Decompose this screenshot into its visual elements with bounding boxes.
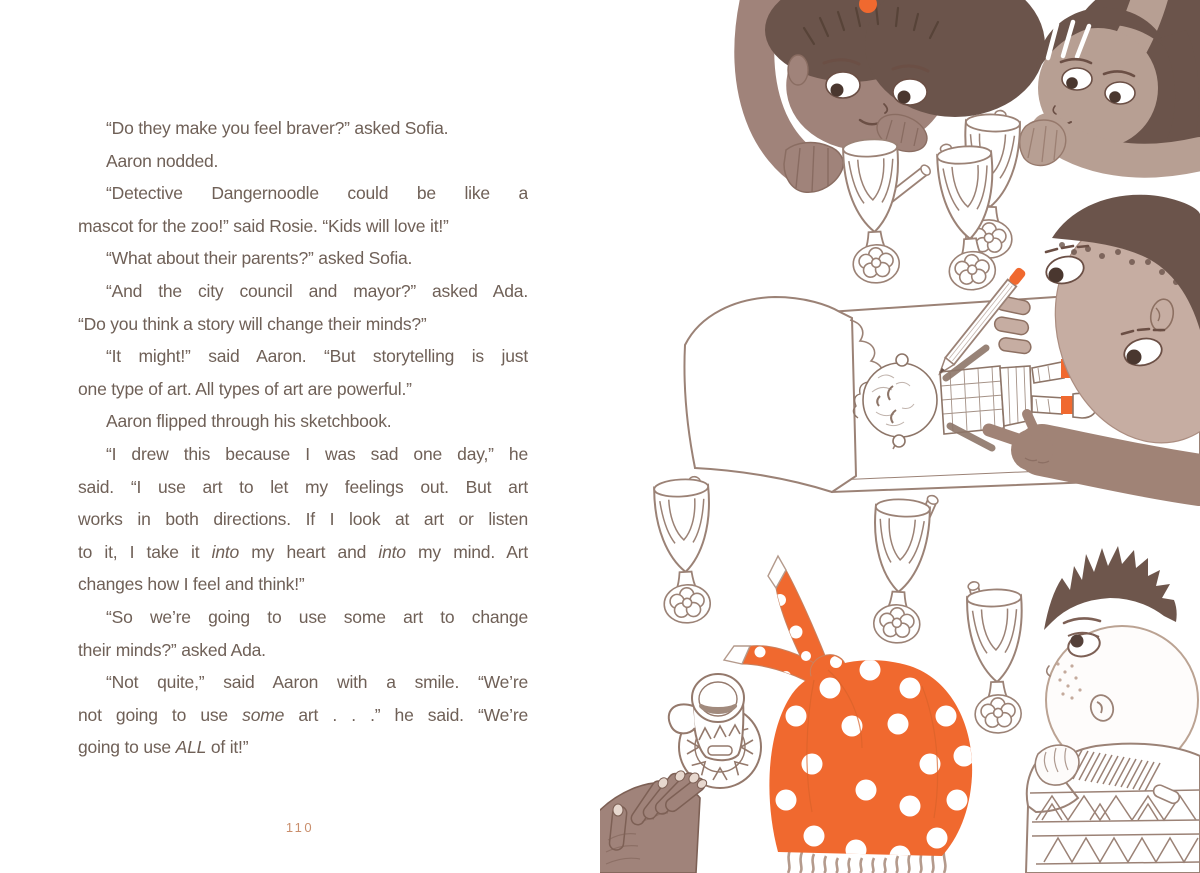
- illustration: [600, 0, 1200, 873]
- boy-figure: [1026, 546, 1200, 873]
- flipping-page: [684, 297, 856, 492]
- milkshake-glass-right: [967, 581, 1026, 734]
- story-line: changes how I feel and think!”: [78, 574, 305, 595]
- scarf-dome: [769, 660, 972, 856]
- story-line: “Do they make you feel braver?” asked Sofia.: [106, 118, 449, 138]
- story-line: one type of art. All types of art are powerful.”: [78, 378, 412, 399]
- story-line: their minds?” asked Ada.: [78, 639, 266, 660]
- story-line: going to use ALL of it!”: [78, 737, 249, 758]
- story-line: to it, I take it into my heart and into my mind. Art: [78, 541, 528, 562]
- sofia-figure: [1020, 0, 1200, 166]
- story-line: “Not quite,” said Aaron with a smile. “We’re: [106, 672, 528, 693]
- aaron-pointing-arm: [1042, 450, 1200, 480]
- story-text: [78, 112, 528, 764]
- story-line: “It might!” said Aaron. “But storytelling is just: [106, 346, 528, 367]
- milkshake-glass: [869, 498, 931, 644]
- ada-ear: [788, 55, 808, 85]
- story-line: “And the city council and mayor?” asked Ada.: [106, 280, 528, 301]
- milkshake-glass: [967, 589, 1026, 734]
- story-line: Aaron nodded.: [106, 150, 219, 171]
- story-line: works in both directions. If I look at art or listen: [78, 509, 528, 530]
- story-line: Aaron flipped through his sketchbook.: [106, 411, 392, 432]
- milkshake-glass: [843, 138, 905, 284]
- story-line: mascot for the zoo!” said Rosie. “Kids will love it!”: [78, 215, 449, 236]
- sketch-orange-sock: [1061, 396, 1073, 414]
- story-line: said. “I use art to let my feelings out. But art: [78, 476, 528, 497]
- story-line: “Detective Dangernoodle could be like a: [106, 183, 528, 204]
- reaching-hand: [600, 769, 708, 873]
- story-line: “I drew this because I was sad one day,” he: [106, 443, 528, 464]
- story-line: “Do you think a story will change their minds?”: [78, 313, 427, 334]
- grandmother-headscarf: [724, 556, 975, 873]
- story-line: not going to use some art . . .” he said. “We’re: [78, 704, 528, 725]
- milkshake-glass: [654, 478, 716, 624]
- boy-hair: [1044, 546, 1177, 630]
- boy-nose: [1047, 666, 1050, 676]
- right-page: [600, 0, 1200, 873]
- story-line: “What about their parents?” asked Sofia.: [106, 248, 413, 269]
- cup-handle: [669, 704, 695, 733]
- cup-opening: [692, 674, 744, 722]
- story-line: “So we’re going to use some art to change: [106, 606, 528, 627]
- page-number: 110: [285, 820, 315, 835]
